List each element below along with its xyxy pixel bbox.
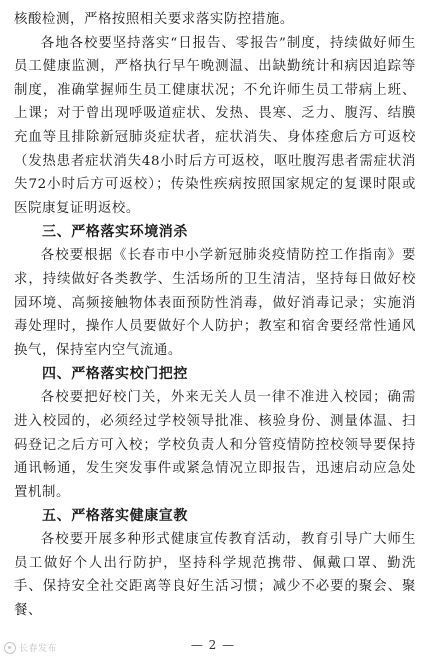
paragraph-continuation: 核酸检测，严格按照相关要求落实防控措施。 [14, 12, 294, 27]
page-number: — 2 — [190, 638, 236, 652]
watermark-text: 长春发布 [19, 644, 58, 654]
paragraph-disinfection: 各校要根据《长春市中小学新冠肺炎疫情防控工作指南》要求，持续做好各类教学、生活场所的卫生清洁，坚持每日做好校园环境、高频接触物体表面预防性消毒，做好消毒记录；实施消毒处理时，操作人员要做好个人防护；教室和宿舍要经常性通风换气，保持室内空气流通。 [14, 248, 416, 358]
document-body [14, 8, 416, 623]
watermark-logo-icon [4, 642, 16, 654]
section-heading-gate-control: 四、严格落实校门把控 [42, 366, 188, 383]
section-heading-disinfection: 三、严格落实环境消杀 [42, 224, 188, 241]
paragraph-health-education: 各校要开展多种形式健康宣传教育活动，教育引导广大师生员工做好个人出行防护，坚持科学规范携带、佩戴口罩、勤洗手、保持安全社交距离等良好生活习惯；减少不必要的聚会、聚餐、 [14, 532, 416, 619]
page-footer [0, 636, 426, 656]
paragraph-health-monitoring: 各地各校要坚持落实“日报告、零报告”制度，持续做好师生员工健康监测，严格执行早午晚测温、出缺勤统计和病因追踪等制度，准确掌握师生员工健康状况；不允许师生员工带病上班、上课；对于曾出现呼吸道症状、发热、畏寒、乏力、腹泻、结膜充血等且排除新冠肺炎症状者，症状消失、身体痊愈后方可返校（发热患者症状消失48小时后方可返校，呕吐腹泻患者需症状消失72小时后方可返校）；传染性疾病按照国家规定的复课时限或医院康复证明返校。 [14, 35, 416, 216]
section-heading-health-education: 五、严格落实健康宣教 [42, 508, 188, 525]
paragraph-gate-control: 各校要把好校门关，外来无关人员一律不准进入校园；确需进入校园的，必须经过学校领导批准、核验身份、测量体温、扫码登记之后方可入校；学校负责人和分管疫情防控校领导要保持通讯畅通，发生突发事件或紧急情况立即报告，迅速启动应急处置机制。 [14, 390, 416, 500]
watermark [4, 641, 57, 654]
